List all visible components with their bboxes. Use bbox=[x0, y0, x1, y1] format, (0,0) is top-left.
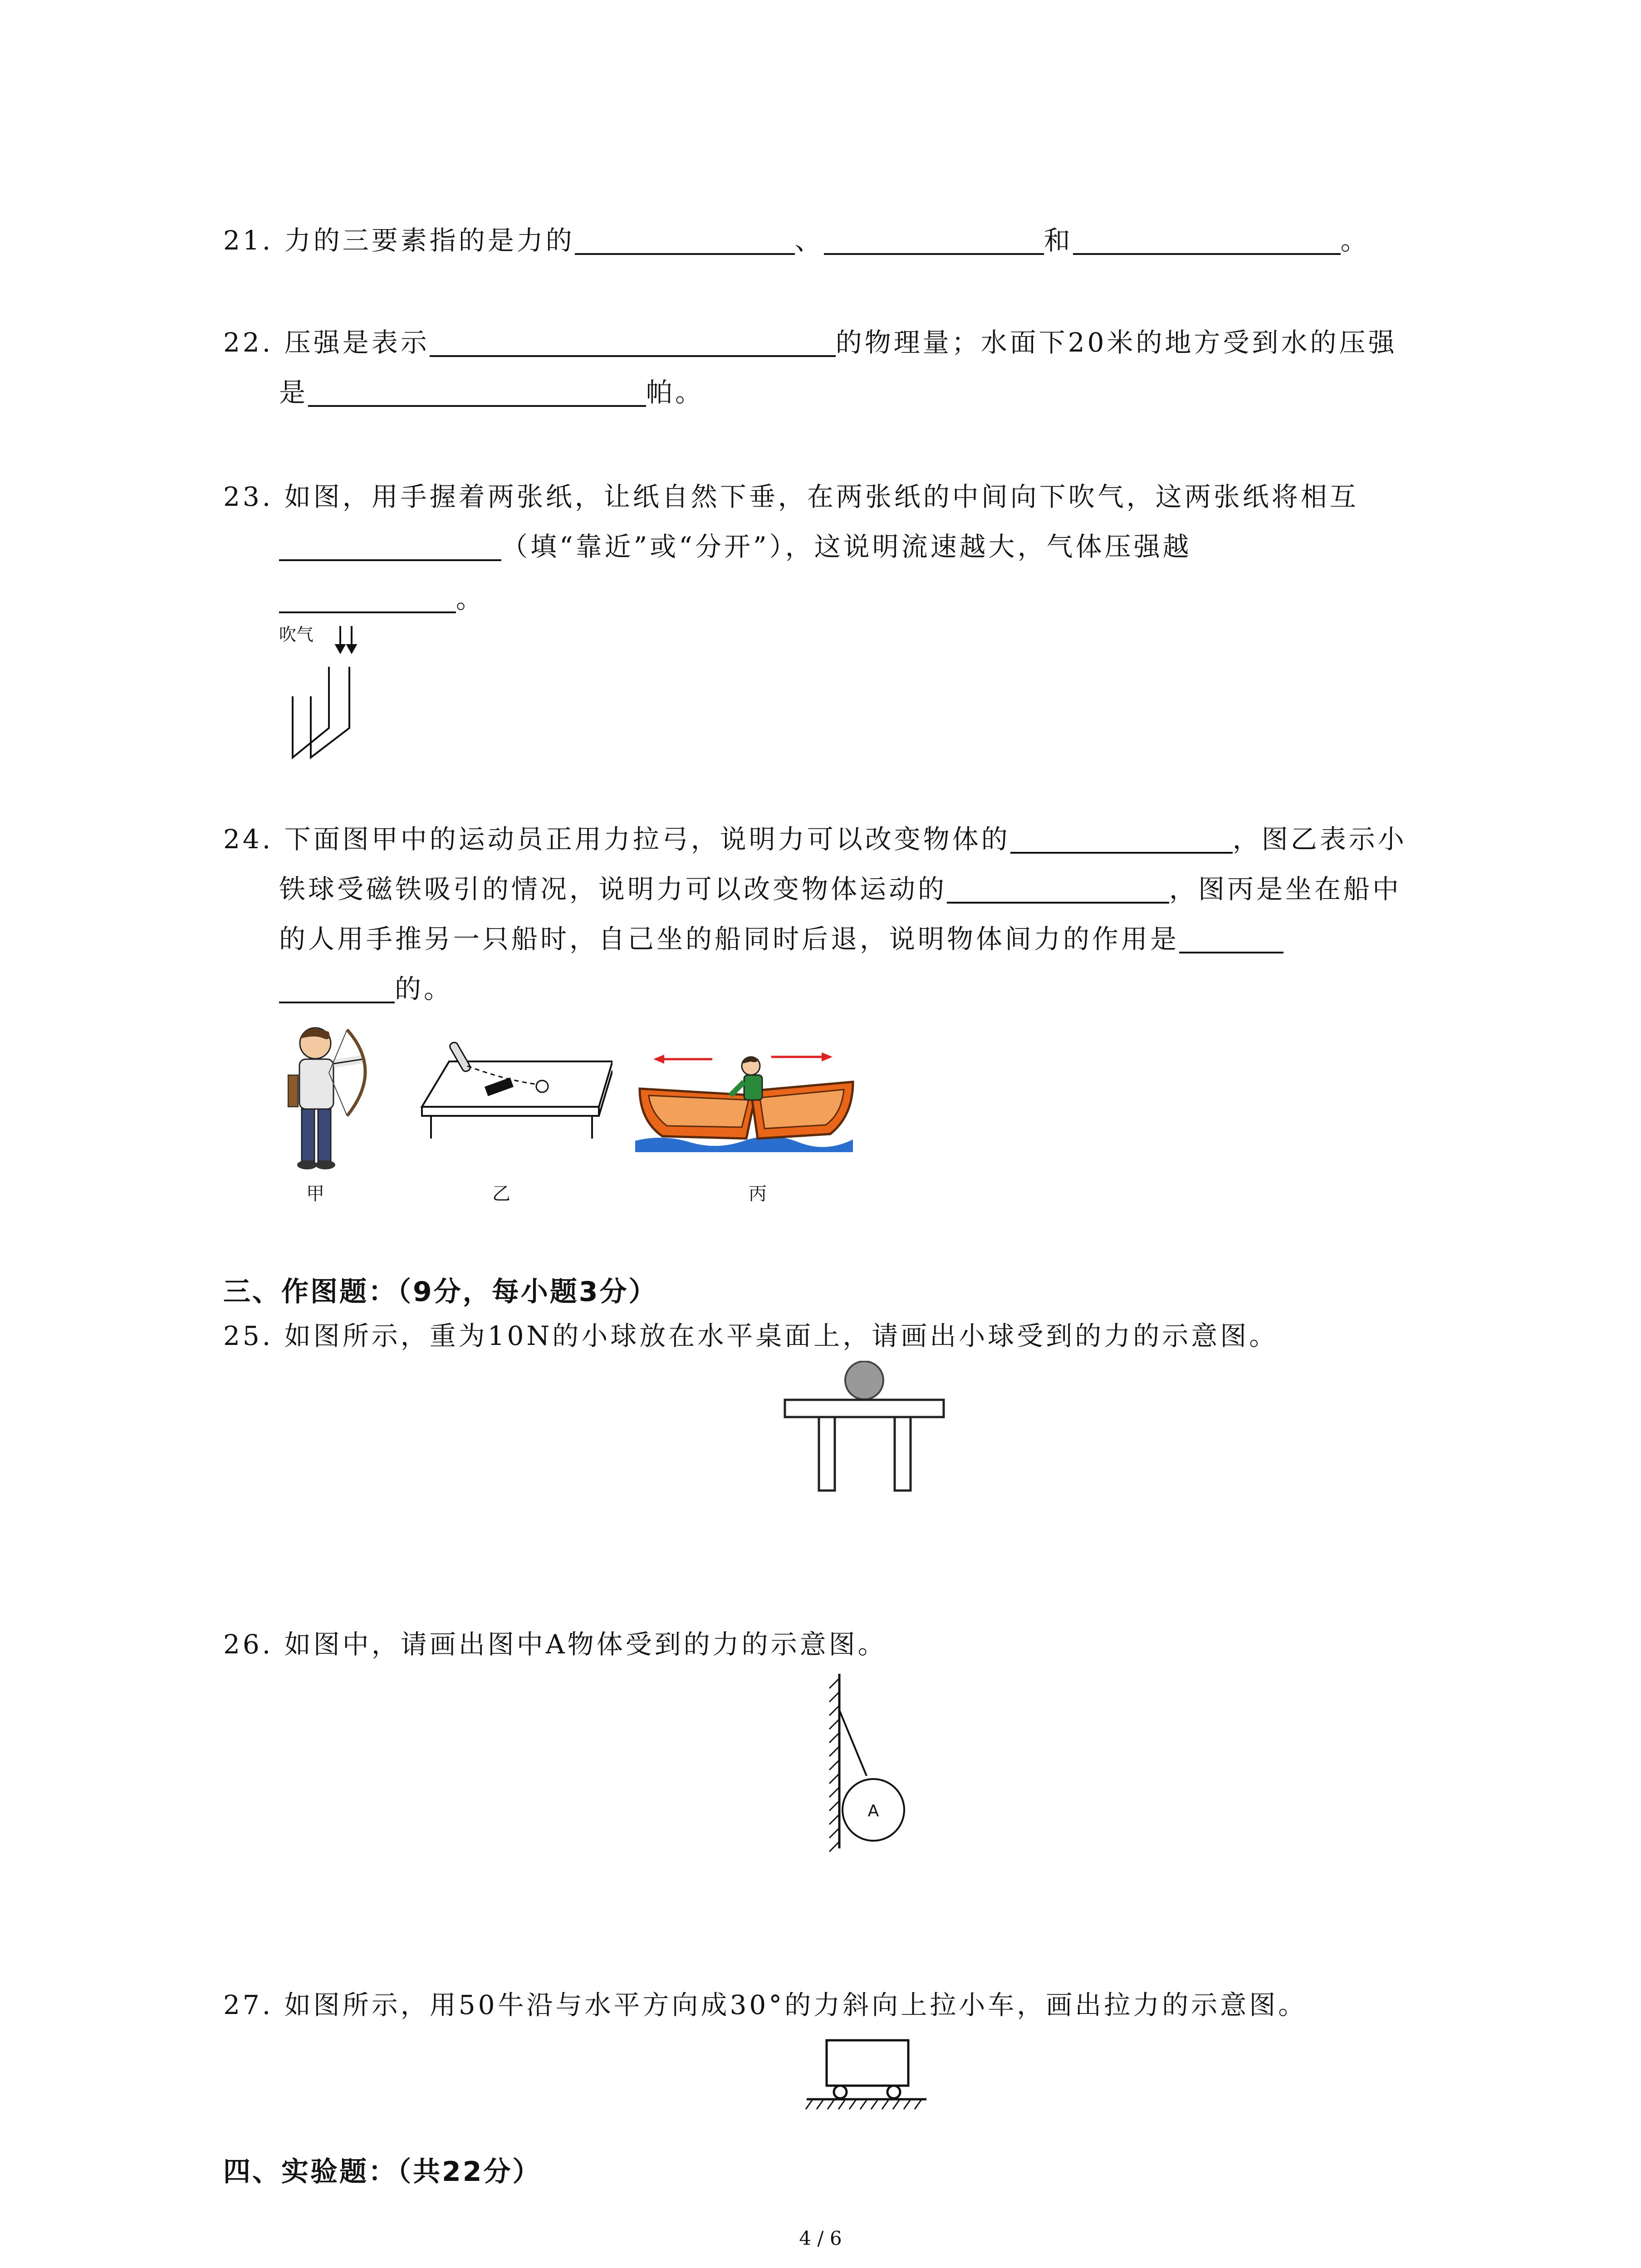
question-text: 是 bbox=[279, 377, 309, 408]
question-23-cont2 bbox=[279, 583, 485, 615]
separator: 、 bbox=[794, 225, 824, 256]
ball-on-table-figure bbox=[780, 1361, 948, 1497]
end-mark: 。 bbox=[456, 583, 485, 614]
object-a-label: A bbox=[867, 1802, 879, 1820]
caption-bing: 丙 bbox=[749, 1183, 767, 1204]
caption-yi: 乙 bbox=[492, 1183, 510, 1204]
left-arrow-icon bbox=[653, 1055, 712, 1064]
question-number: 25. bbox=[223, 1320, 274, 1351]
end-mark: 。 bbox=[1340, 225, 1370, 256]
answer-blank[interactable] bbox=[1179, 925, 1283, 953]
question-24 bbox=[223, 823, 1407, 855]
hanging-ball-figure bbox=[821, 1674, 912, 1855]
question-text: 如图中，请画出图中A物体受到的力的示意图。 bbox=[284, 1629, 887, 1660]
question-text: 帕。 bbox=[646, 377, 705, 408]
question-text: ，图丙是坐在船中 bbox=[1169, 874, 1402, 904]
question-text: 如图所示，用50牛沿与水平方向成30°的力斜向上拉小车，画出拉力的示意图。 bbox=[284, 1989, 1308, 2020]
question-24-cont3 bbox=[279, 973, 453, 1005]
answer-blank[interactable] bbox=[1073, 227, 1341, 255]
caption-jia: 甲 bbox=[306, 1183, 324, 1204]
cart-figure bbox=[803, 2037, 930, 2114]
answer-blank[interactable] bbox=[430, 329, 836, 357]
question-24-cont2 bbox=[279, 923, 1283, 955]
question-text: 下面图甲中的运动员正用力拉弓，说明力可以改变物体的 bbox=[284, 824, 1010, 855]
answer-blank[interactable] bbox=[824, 227, 1044, 255]
question-text: 的物理量；水面下20米的地方受到水的压强 bbox=[835, 327, 1397, 358]
question-number: 22. bbox=[223, 327, 274, 358]
question-text: 力的三要素指的是力的 bbox=[284, 225, 575, 256]
answer-blank[interactable] bbox=[279, 533, 501, 561]
answer-blank[interactable] bbox=[947, 875, 1169, 904]
section-4-heading: 四、实验题：（共22分） bbox=[223, 2156, 542, 2188]
answer-blank[interactable] bbox=[308, 379, 646, 407]
question-text: 的。 bbox=[395, 973, 453, 1004]
question-text: 的人用手推另一只船时，自己坐的船同时后退，说明物体间力的作用是 bbox=[279, 924, 1180, 954]
question-number: 27. bbox=[223, 1989, 274, 2020]
section-3-heading: 三、作图题：（9分，每小题3分） bbox=[223, 1276, 658, 1308]
question-number: 21. bbox=[223, 225, 274, 256]
question-text: 如图所示，重为10N的小球放在水平桌面上，请画出小球受到的力的示意图。 bbox=[284, 1320, 1279, 1351]
blow-label: 吹气 bbox=[279, 625, 314, 645]
answer-blank[interactable] bbox=[575, 227, 795, 255]
question-27 bbox=[223, 1989, 1307, 2021]
question-21 bbox=[223, 225, 1370, 256]
paper-sheets-icon bbox=[293, 667, 349, 758]
separator: 和 bbox=[1043, 225, 1073, 256]
magnet-ball-figure bbox=[413, 1030, 612, 1148]
question-number: 24. bbox=[223, 824, 274, 855]
question-number: 23. bbox=[223, 481, 274, 512]
answer-blank[interactable] bbox=[279, 975, 395, 1003]
question-25 bbox=[223, 1320, 1278, 1352]
answer-blank[interactable] bbox=[1010, 826, 1233, 854]
question-text: 如图，用手握着两张纸，让纸自然下垂，在两张纸的中间向下吹气，这两张纸将相互 bbox=[284, 481, 1359, 512]
question-text: （填“靠近”或“分开”），这说明流速越大，气体压强越 bbox=[501, 531, 1192, 562]
down-arrows-icon bbox=[336, 626, 356, 652]
question-24-cont bbox=[279, 873, 1401, 905]
question-number: 26. bbox=[223, 1629, 274, 1660]
archer-figure bbox=[279, 1021, 370, 1175]
paper-blow-figure bbox=[279, 621, 379, 767]
question-text: 压强是表示 bbox=[284, 327, 430, 358]
question-23 bbox=[223, 481, 1359, 513]
right-arrow-icon bbox=[771, 1052, 833, 1061]
question-22 bbox=[223, 327, 1397, 358]
question-text: ，图乙表示小 bbox=[1232, 824, 1407, 855]
question-22-cont bbox=[279, 376, 704, 408]
page-number: 4 / 6 bbox=[799, 2227, 842, 2249]
question-23-cont bbox=[279, 531, 1192, 562]
question-26 bbox=[223, 1628, 887, 1660]
question-text: 铁球受磁铁吸引的情况，说明力可以改变物体运动的 bbox=[279, 874, 947, 904]
boats-figure bbox=[635, 1039, 862, 1166]
answer-blank[interactable] bbox=[279, 585, 456, 613]
